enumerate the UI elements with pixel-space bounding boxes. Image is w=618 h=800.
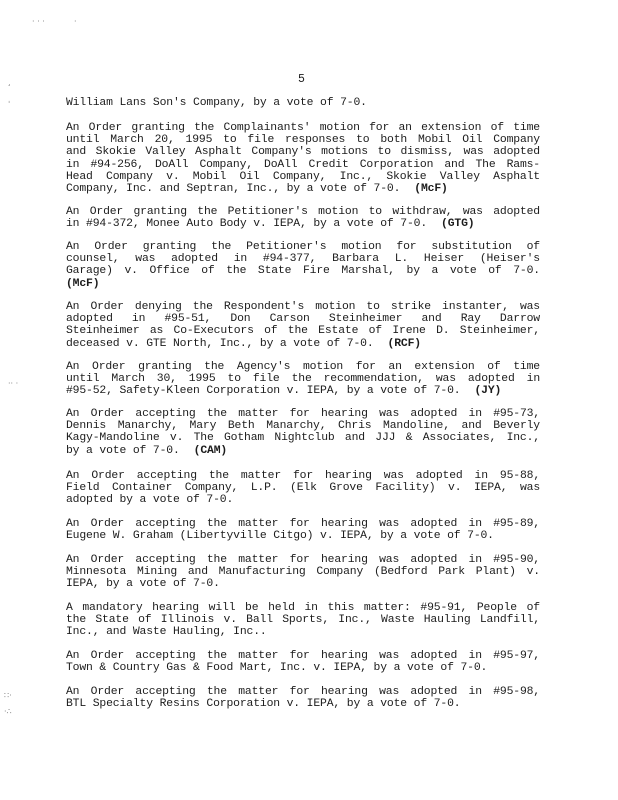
scan-speck: ∷· <box>4 691 12 700</box>
scan-speck: ·∴ <box>4 707 12 716</box>
paragraph <box>66 361 540 398</box>
text-line <box>66 218 540 230</box>
text-line: IEPA, by a vote of 7-0. <box>66 578 220 591</box>
line-text: deceased v. GTE North, Inc., by a vote of 7-0. <box>66 337 374 350</box>
text-line: An Order granting the Petitioner's motion for substitution of <box>66 241 540 253</box>
scan-speck: ·· · <box>8 379 19 388</box>
text-line: adopted in #95-51, Don Carson Steinheimer and Ray Darrow <box>66 313 540 326</box>
text-line: until March 20, 1995 to file responses to both Mobil Oil Company <box>66 134 540 147</box>
initials: (JY) <box>474 385 502 398</box>
text-line: An Order accepting the matter for hearing was adopted in #95-89, <box>66 518 540 530</box>
paragraph <box>66 554 540 591</box>
text-line: An Order accepting the matter for hearing was adopted in #95-97, <box>66 650 540 662</box>
text-line: Steinheimer as Co-Executors of the Estate of Irene D. Steinheimer, <box>66 325 540 338</box>
line-text: in #94-372, Monee Auto Body v. IEPA, by a vote of 7-0. <box>66 218 428 231</box>
paragraph <box>66 686 540 710</box>
text-line: counsel, was adopted in #94-377, Barbara L. Heiser (Heiser's <box>66 253 540 266</box>
text-line: Eugene W. Graham (Libertyville Citgo) v. IEPA, by a vote of 7-0. <box>66 530 494 543</box>
text-line <box>66 183 540 195</box>
scan-speck: ˌ <box>8 95 11 104</box>
text-line: until March 30, 1995 to file the recommendation, was adopted in <box>66 373 540 386</box>
text-line: adopted by a vote of 7-0. <box>66 494 234 507</box>
initials: (CAM) <box>193 444 228 457</box>
text-line <box>66 445 540 457</box>
text-line: An Order accepting the matter for hearing was adopted in 95-88, <box>66 470 540 482</box>
scan-speck: · · · <box>32 17 45 26</box>
text-line: A mandatory hearing will be held in this matter: #95-91, People of <box>66 602 540 614</box>
text-line: the State of Illinois v. Ball Sports, Inc., Waste Hauling Landfill, <box>66 614 540 627</box>
line-text: Company, Inc. and Septran, Inc., by a vote of 7-0. <box>66 182 401 195</box>
paragraph <box>66 122 540 195</box>
paragraph <box>66 206 540 230</box>
text-line: An Order denying the Respondent's motion to strike instanter, was <box>66 301 540 313</box>
text-line <box>66 338 540 350</box>
text-line <box>66 385 540 397</box>
initials: (RCF) <box>387 337 421 350</box>
text-line <box>66 278 540 290</box>
initials: (McF) <box>414 182 448 195</box>
text-line: Inc., and Waste Hauling, Inc.. <box>66 626 267 639</box>
line-text: by a vote of 7-0. <box>66 444 180 457</box>
text-line: and Skokie Valley Asphalt Company's motions to dismiss, was adopted <box>66 146 540 159</box>
text-line: Head Company v. Mobil Oil Company, Inc., Skokie Valley Asphalt <box>66 170 540 183</box>
paragraph <box>66 602 540 639</box>
paragraph <box>66 97 540 109</box>
line-text: #95-52, Safety-Kleen Corporation v. IEPA, by a vote of 7-0. <box>66 385 461 398</box>
paragraph <box>66 650 540 674</box>
text-line: BTL Specialty Resins Corporation v. IEPA, by a vote of 7-0. <box>66 698 461 711</box>
initials: (McF) <box>66 277 100 290</box>
text-line: An Order granting the Agency's motion for an extension of time <box>66 361 540 373</box>
scan-speck: · <box>74 17 77 26</box>
text-line: Minnesota Mining and Manufacturing Company (Bedford Park Plant) v. <box>66 566 540 579</box>
initials: (GTG) <box>441 218 475 231</box>
text-line: An Order accepting the matter for hearing was adopted in #95-90, <box>66 554 540 566</box>
text-line: Garage) v. Office of the State Fire Marshal, by a vote of 7-0. <box>66 265 540 278</box>
text-line: An Order accepting the matter for hearing was adopted in #95-98, <box>66 686 540 698</box>
text-line: William Lans Son's Company, by a vote of 7-0. <box>66 97 367 109</box>
text-line: Town & Country Gas & Food Mart, Inc. v. IEPA, by a vote of 7-0. <box>66 662 488 675</box>
text-line: An Order granting the Petitioner's motion to withdraw, was adopted <box>66 206 540 218</box>
paragraph <box>66 408 540 457</box>
paragraph <box>66 518 540 542</box>
text-line: in #94-256, DoAll Company, DoAll Credit Corporation and The Rams- <box>66 158 540 171</box>
paragraph <box>66 241 540 290</box>
text-line: Dennis Manarchy, Mary Beth Manarchy, Chris Mandoline, and Beverly <box>66 420 540 433</box>
text-line: An Order granting the Complainants' motion for an extension of time <box>66 122 540 134</box>
text-line: An Order accepting the matter for hearing was adopted in #95-73, <box>66 408 540 420</box>
scan-speck: ʻ <box>8 83 11 92</box>
paragraph <box>66 470 540 507</box>
paragraph <box>66 301 540 350</box>
text-line: Field Container Company, L.P. (Elk Grove Facility) v. IEPA, was <box>66 482 540 495</box>
text-line: Kagy-Mandoline v. The Gotham Nightclub and JJJ & Associates, Inc., <box>66 432 540 445</box>
page-number: 5 <box>298 73 305 86</box>
